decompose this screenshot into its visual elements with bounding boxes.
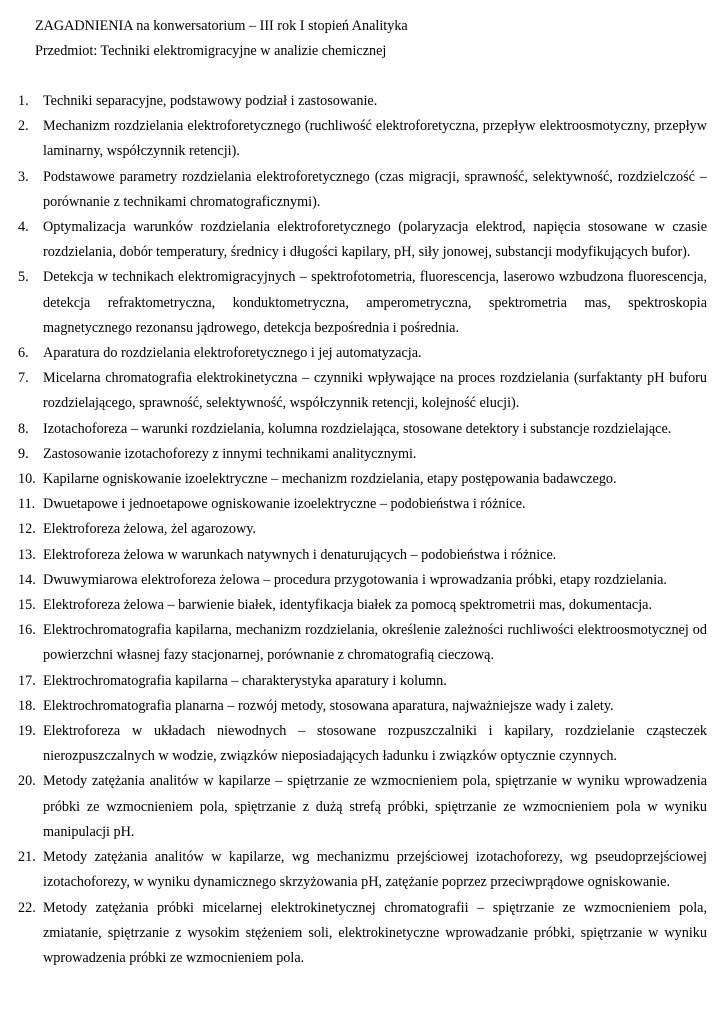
list-item-text: Detekcja w technikach elektromigracyjnych – spektrofotometria, fluorescencja, laserowo wzbudzona fluorescencja, detekcja refraktometryczna, konduktometryczna, amperometryczna, spektrometria mas, spektroskopia magnetycznego rezonansu jądrowego, detekcja bezpośrednia i pośrednia. [43, 269, 707, 336]
list-item-number: 1. [18, 93, 29, 109]
list-item [0, 568, 725, 593]
list-item-text: Elektrochromatografia kapilarna, mechanizm rozdzielania, określenie zależności ruchliwości elektroosmotycznej od powierzchni własnej fazy stacjonarnej, porównanie z chromatografią cieczową. [43, 622, 707, 664]
list-item-number: 20. [18, 773, 36, 790]
list-item [0, 341, 725, 366]
list-item-text: Mechanizm rozdzielania elektroforetycznego (ruchliwość elektroforetyczna, przepływ elektroosmotyczny, przepływ laminarny, współczynnik retencji). [43, 118, 707, 160]
document-subject: Przedmiot: Techniki elektromigracyjne w analizie chemicznej [35, 43, 387, 59]
list-item-number: 3. [18, 168, 29, 185]
list-item-text: Metody zatężania próbki micelarnej elektrokinetycznej chromatografii – spiętrzanie ze wzmocnieniem pola, zmiatanie, spiętrzanie z wysokim stężeniem soli, elektrokinetyczne wprowadzanie próbki, spiętrzanie w wyniku wprowadzenia próbki ze wzmocnieniem pola. [43, 899, 707, 966]
list-item-text: Elektroforeza w układach niewodnych – stosowane rozpuszczalniki i kapilary, rozdzielanie cząsteczek nierozpuszczalnych w wodzie, związków nieposiadających ładunku i związków optycznie czynnych. [43, 723, 707, 765]
list-item-number: 11. [18, 496, 36, 513]
list-item-number: 13. [18, 546, 36, 563]
list-item [0, 593, 725, 618]
list-item [0, 517, 725, 542]
list-item [0, 366, 725, 416]
list-item-number: 2. [18, 118, 29, 135]
list-item-number: 7. [18, 370, 29, 387]
list-item [0, 719, 725, 769]
list-item-text: Elektroforeza żelowa, żel agarozowy. [43, 521, 256, 538]
list-item [0, 845, 725, 895]
list-item-text: Metody zatężania analitów w kapilarze, wg mechanizmu przejściowej izotachoforezy, wg pseudoprzejściowej izotachoforezy, w wyniku dynamicznego skrzyżowania pH, zatężanie poprzez przeciwprądowe ogniskowanie. [43, 849, 707, 891]
list-item [0, 89, 725, 114]
list-item-text: Aparatura do rozdzielania elektroforetycznego i jej automatyzacja. [43, 345, 422, 362]
list-item-number: 18. [18, 697, 36, 714]
list-item-text: Elektroforeza żelowa w warunkach natywnych i denaturujących – podobieństwa i różnice. [43, 546, 557, 563]
list-item-text: Optymalizacja warunków rozdzielania elektroforetycznego (polaryzacja elektrod, napięcia stosowane w czasie rozdzielania, dobór temperatury, średnicy i długości kapilary, pH, siły jonowej, substancji modyfikujących bufor). [43, 219, 707, 261]
list-item [0, 442, 725, 467]
list-item-text: Podstawowe parametry rozdzielania elektroforetycznego (czas migracji, sprawność, selektywność, rozdzielczość – porównanie z technikami chromatograficznymi). [43, 168, 707, 210]
list-item-number: 17. [18, 672, 36, 689]
list-item-text: Izotachoforeza – warunki rozdzielania, kolumna rozdzielająca, stosowane detektory i substancje rozdzielające. [43, 420, 672, 437]
list-item-text: Elektroforeza żelowa – barwienie białek, identyfikacja białek za pomocą spektrometrii mas, dokumentacja. [43, 597, 653, 614]
list-item [0, 543, 725, 568]
list-item-number: 14. [18, 571, 36, 588]
list-item [0, 769, 725, 845]
list-item [0, 265, 725, 341]
list-item-number: 21. [18, 849, 36, 866]
list-item [0, 492, 725, 517]
list-item [0, 467, 725, 492]
list-item-number: 5. [18, 269, 29, 286]
list-item-number: 22. [18, 899, 36, 916]
list-item-number: 15. [18, 597, 36, 614]
list-item-text: Dwuetapowe i jednoetapowe ogniskowanie izoelektryczne – podobieństwa i różnice. [43, 496, 526, 513]
list-item-number: 12. [18, 521, 36, 538]
list-item-number: 10. [18, 471, 36, 488]
list-item-number: 19. [18, 723, 36, 740]
topic-list [0, 89, 725, 971]
list-item-number: 8. [18, 420, 29, 437]
list-item-number: 9. [18, 445, 29, 462]
list-item [0, 114, 725, 164]
list-item-text: Techniki separacyjne, podstawowy podział i zastosowanie. [43, 93, 378, 109]
list-item-number: 6. [18, 345, 29, 362]
list-item-text: Elektrochromatografia planarna – rozwój metody, stosowana aparatura, najważniejsze wady i zalety. [43, 697, 614, 714]
list-item-number: 4. [18, 219, 29, 236]
list-item [0, 165, 725, 215]
list-item-text: Micelarna chromatografia elektrokinetyczna – czynniki wpływające na proces rozdzielania (surfaktanty pH buforu rozdzielającego, sprawność, selektywność, współczynnik retencji, kolejność elucji). [43, 370, 707, 412]
list-item-number: 16. [18, 622, 36, 639]
list-item-text: Elektrochromatografia kapilarna – charakterystyka aparatury i kolumn. [43, 672, 447, 689]
list-item-text: Metody zatężania analitów w kapilarze – spiętrzanie ze wzmocnieniem pola, spiętrzanie w wyniku wprowadzenia próbki ze wzmocnieniem pola, spiętrzanie z dużą strefą próbki, spiętrzanie ze wzmocnieniem pola w wyniku manipulacji pH. [43, 773, 707, 840]
list-item [0, 215, 725, 265]
list-item [0, 417, 725, 442]
document-title: ZAGADNIENIA na konwersatorium – III rok I stopień Analityka [35, 18, 408, 34]
list-item [0, 669, 725, 694]
list-item-text: Zastosowanie izotachoforezy z innymi technikami analitycznymi. [43, 445, 417, 462]
list-item-text: Dwuwymiarowa elektroforeza żelowa – procedura przygotowania i wprowadzania próbki, etapy rozdzielania. [43, 571, 667, 588]
list-item [0, 694, 725, 719]
list-item [0, 896, 725, 972]
list-item [0, 618, 725, 668]
document-header [35, 14, 408, 64]
list-item-text: Kapilarne ogniskowanie izoelektryczne – mechanizm rozdzielania, etapy postępowania badawczego. [43, 471, 617, 488]
